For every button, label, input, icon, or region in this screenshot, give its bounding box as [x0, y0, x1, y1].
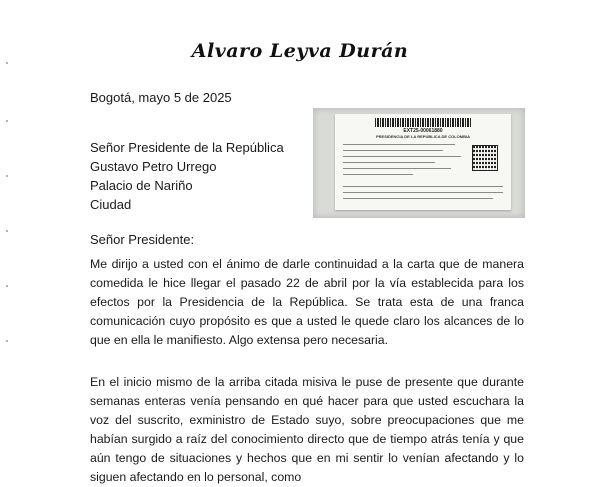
recipient-name: Gustavo Petro Urrego	[90, 159, 217, 174]
receipt-text-line	[343, 198, 493, 199]
margin-mark	[6, 120, 8, 122]
barcode-icon	[375, 118, 471, 127]
recipient-address: Palacio de Nariño	[90, 178, 193, 193]
receipt-radicado-number: EXT25-00061880	[403, 128, 443, 134]
body-paragraph-1: Me dirijo a usted con el ánimo de darle continuidad a la carta que de manera comedida le hice llegar el pasado 22 de abril por la vía establecida para los efectos por la Presidencia de la República. Se trata esta de una franca comunicación cuyo propósito es que a usted le quede claro los alcances de lo que en ella le manifiesto. Algo extensa pero necesaria.	[90, 257, 524, 347]
receipt-text-line	[343, 192, 503, 193]
body-paragraph-2: En el inicio mismo de la arriba citada misiva le puse de presente que durante semanas enteras venía pensando en qué hacer para que usted escuchara la voz del suscrito, exministro de Estado suyo, sobre preocupaciones que me habían surgido a raíz del conocimiento directo que de tiempo atrás tenía y que aún tengo de situaciones y hechos que en mi sentir lo venían afectando y lo siguen afectando en lo personal, como	[90, 375, 524, 484]
receipt-text-line	[343, 150, 443, 151]
receipt-text-line	[343, 168, 451, 169]
recipient-city: Ciudad	[90, 197, 132, 212]
recipient-title: Señor Presidente de la República	[90, 140, 284, 155]
margin-mark	[6, 285, 8, 287]
receipt-photo	[313, 108, 525, 218]
recipient-block	[90, 138, 284, 214]
letterhead-name: Alvaro Leyva Durán	[191, 40, 409, 62]
margin-mark	[6, 62, 8, 64]
margin-mark	[6, 230, 8, 232]
receipt-text-line	[343, 156, 461, 157]
letter-salutation: Señor Presidente:	[90, 232, 195, 247]
receipt-sheet	[335, 114, 511, 210]
receipt-text-line	[343, 174, 413, 175]
qr-code-icon	[473, 146, 497, 170]
receipt-text-line	[343, 186, 503, 187]
receipt-text-line	[343, 162, 435, 163]
margin-mark	[6, 340, 8, 342]
letter-date: Bogotá, mayo 5 de 2025	[90, 90, 232, 105]
margin-mark	[6, 175, 8, 177]
receipt-office: PRESIDENCIA DE LA REPÚBLICA DE COLOMBIA	[375, 134, 470, 139]
receipt-text-line	[343, 144, 455, 145]
